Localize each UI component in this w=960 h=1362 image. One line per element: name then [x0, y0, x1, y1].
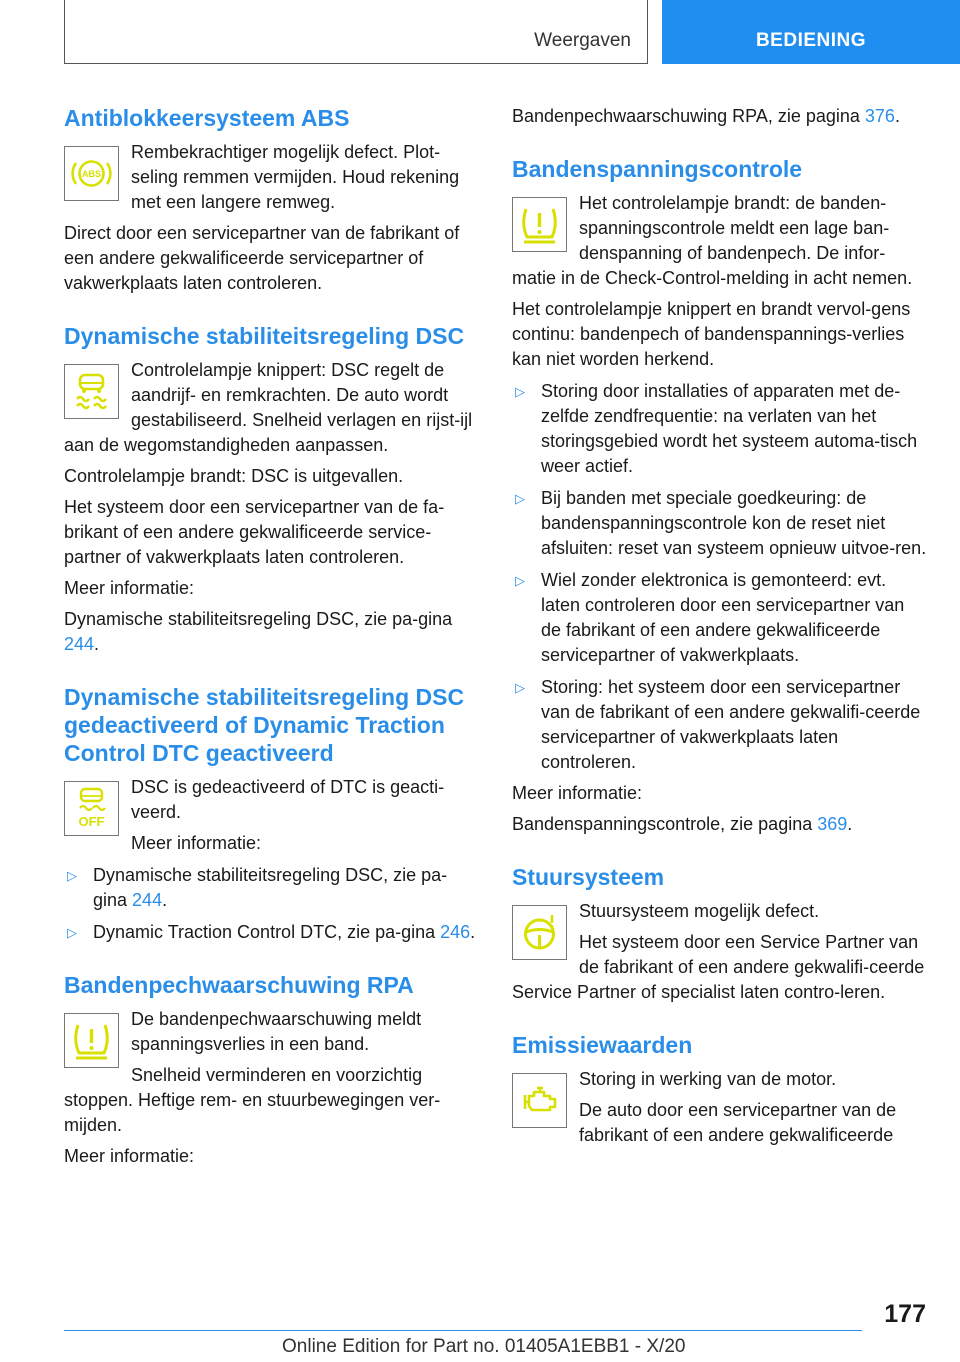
tpm-fault-list — [512, 379, 928, 775]
tpm-text-1: Het controlelampje brandt: de banden‐spanningscontrole meldt een lage ban‐denspanning of bandenpech. De infor‐matie in de Check-Control-melding in acht nemen. — [512, 193, 913, 288]
abs-text-2: Direct door een servicepartner van de fabrikant of een andere gekwalificeerde servicepartner of vakwerkplaats laten controleren. — [64, 223, 460, 293]
triangle-bullet-icon: ▷ — [515, 384, 525, 399]
triangle-bullet-icon: ▷ — [515, 491, 525, 506]
right-column — [512, 104, 928, 1148]
dsc-ref-text: Dynamische stabiliteitsregeling DSC, zie pa‐gina — [64, 609, 453, 629]
tpm-text-2: Het controlelampje knippert en brandt vervol‐gens continu: bandenpech of bandenspannings‐verlies kan niet worden herkend. — [512, 299, 911, 369]
dsc-ref-end: . — [94, 634, 100, 654]
abs-text-1: Rembekrachtiger mogelijk defect. Plot‐seling remmen vermijden. Houd rekening met een langere remweg. — [131, 142, 460, 212]
list-item — [64, 920, 480, 945]
heading-dsc-off: Dynamische stabiliteitsregeling DSC gedeactiveerd of Dynamic Traction Control DTC geactiveerd — [64, 684, 465, 766]
list-item — [512, 379, 928, 479]
dsc-more-info: Meer informatie: — [64, 578, 195, 598]
list-item — [64, 863, 480, 913]
heading-dsc: Dynamische stabiliteitsregeling DSC — [64, 323, 465, 349]
svg-text:ABS: ABS — [81, 169, 102, 179]
tpm-reference — [512, 812, 928, 837]
list-item-text: Storing door installaties of apparaten met de‐zelfde zendfrequentie: na verlaten van het storingsgebied wordt het systeem automa‐tisch weer actief. — [541, 381, 918, 476]
rpa-text-1: De bandenpechwaarschuwing meldt spanningsverlies in een band. — [131, 1009, 422, 1054]
footer-divider — [64, 1330, 862, 1331]
rpa-ref-end: . — [894, 106, 900, 126]
page-link-369[interactable]: 369 — [817, 814, 848, 834]
dsc-reference — [64, 607, 480, 657]
dsc-off-reference-list — [64, 863, 480, 945]
footer-edition: Online Edition for Part no. 01405A1EBB1 - X/20 — [282, 1336, 686, 1357]
rpa-reference — [512, 104, 928, 129]
emission-text-2: De auto door een servicepartner van de fabrikant of een andere gekwalificeerde — [579, 1100, 897, 1145]
dsc-page-link[interactable]: 244 — [64, 634, 95, 654]
list-item — [512, 675, 928, 775]
ref-end: . — [162, 890, 168, 910]
list-item — [512, 486, 928, 561]
steering-text-2: Het systeem door een Service Partner van de fabrikant of een andere gekwalifi‐ceerde Service Partner of specialist laten contro‐leren. — [512, 932, 925, 1002]
page-link-246[interactable]: 246 — [440, 922, 471, 942]
ref-text: Dynamic Traction Control DTC, zie pa‐gina — [93, 922, 441, 942]
triangle-bullet-icon: ▷ — [67, 868, 77, 883]
tpm-ref-text: Bandenspanningscontrole, zie pagina — [512, 814, 818, 834]
page-link-244[interactable]: 244 — [132, 890, 163, 910]
list-item-text: Wiel zonder elektronica is gemonteerd: evt. laten controleren door een servicepartner van de fabrikant of een andere gekwalificeerde servicepartner of vakwerkplaats. — [541, 570, 905, 665]
chapter-tab — [662, 0, 960, 64]
heading-steering: Stuursysteem — [512, 864, 665, 890]
page-number: 177 — [884, 1300, 926, 1328]
steering-text-1: Stuursysteem mogelijk defect. — [579, 901, 820, 921]
heading-tpm: Bandenspanningscontrole — [512, 156, 803, 182]
steering-entry — [512, 899, 928, 1005]
emission-entry — [512, 1067, 928, 1148]
dsc-off-label: OFF — [78, 814, 105, 829]
triangle-bullet-icon: ▷ — [515, 573, 525, 588]
page-link-376[interactable]: 376 — [864, 106, 895, 126]
tpm-entry — [512, 191, 928, 372]
emission-text-1: Storing in werking van de motor. — [579, 1069, 837, 1089]
tire-pressure-warning-icon — [512, 197, 567, 252]
header-section-box — [64, 0, 648, 64]
rpa-ref-text: Bandenpechwaarschuwing RPA, zie pagina — [512, 106, 865, 126]
heading-abs: Antiblokkeersysteem ABS — [64, 105, 350, 131]
rpa-entry — [64, 1007, 480, 1169]
section-title: Weergaven — [534, 30, 631, 51]
chapter-title: BEDIENING — [755, 30, 867, 51]
dsc-off-more-info: Meer informatie: — [131, 833, 262, 853]
dsc-text-2: Controlelampje brandt: DSC is uitgevallen. — [64, 466, 404, 486]
heading-rpa: Bandenpechwaarschuwing RPA — [64, 972, 414, 998]
list-item-text: Bij banden met speciale goedkeuring: de bandenspanningscontrole kon de reset niet afsluiten: reset van systeem opnieuw uitvoe‐ren. — [541, 488, 927, 558]
ref-text: Dynamische stabiliteitsregeling DSC, zie pa‐gina — [93, 865, 448, 910]
triangle-bullet-icon: ▷ — [67, 925, 77, 940]
list-item — [512, 568, 928, 668]
dsc-entry — [64, 358, 480, 657]
abs-entry — [64, 140, 480, 296]
rpa-more-info: Meer informatie: — [64, 1146, 195, 1166]
tpm-ref-end: . — [847, 814, 853, 834]
dsc-skid-icon — [64, 364, 119, 419]
triangle-bullet-icon: ▷ — [515, 680, 525, 695]
ref-end: . — [470, 922, 476, 942]
tire-pressure-warning-icon — [64, 1013, 119, 1068]
heading-emission: Emissiewaarden — [512, 1032, 693, 1058]
steering-wheel-warning-icon — [512, 905, 567, 960]
dsc-text-3: Het systeem door een servicepartner van de fa‐brikant of een andere gekwalificeerde service‐partner of vakwerkplaats laten controleren. — [64, 497, 445, 567]
check-engine-icon — [512, 1073, 567, 1128]
dsc-text-1: Controlelampje knippert: DSC regelt de aandrijf- en remkrachten. De auto wordt gestabiliseerd. Snelheid verlagen en rijst‐ijl aan de wegomstandigheden aanpassen. — [64, 360, 473, 455]
rpa-text-2: Snelheid verminderen en voorzichtig stoppen. Heftige rem- en stuurbewegingen ver‐mijden. — [64, 1065, 441, 1135]
abs-warning-icon — [64, 146, 119, 201]
dsc-off-entry — [64, 775, 480, 856]
left-column — [64, 104, 480, 1169]
dsc-off-text-1: DSC is gedeactiveerd of DTC is geacti‐veerd. — [131, 777, 445, 822]
tpm-more-info: Meer informatie: — [512, 783, 643, 803]
dsc-off-icon — [64, 781, 119, 836]
list-item-text: Storing: het systeem door een servicepartner van de fabrikant of een andere gekwalifi‐ceerde servicepartner of vakwerkplaats laten controleren. — [541, 677, 921, 772]
